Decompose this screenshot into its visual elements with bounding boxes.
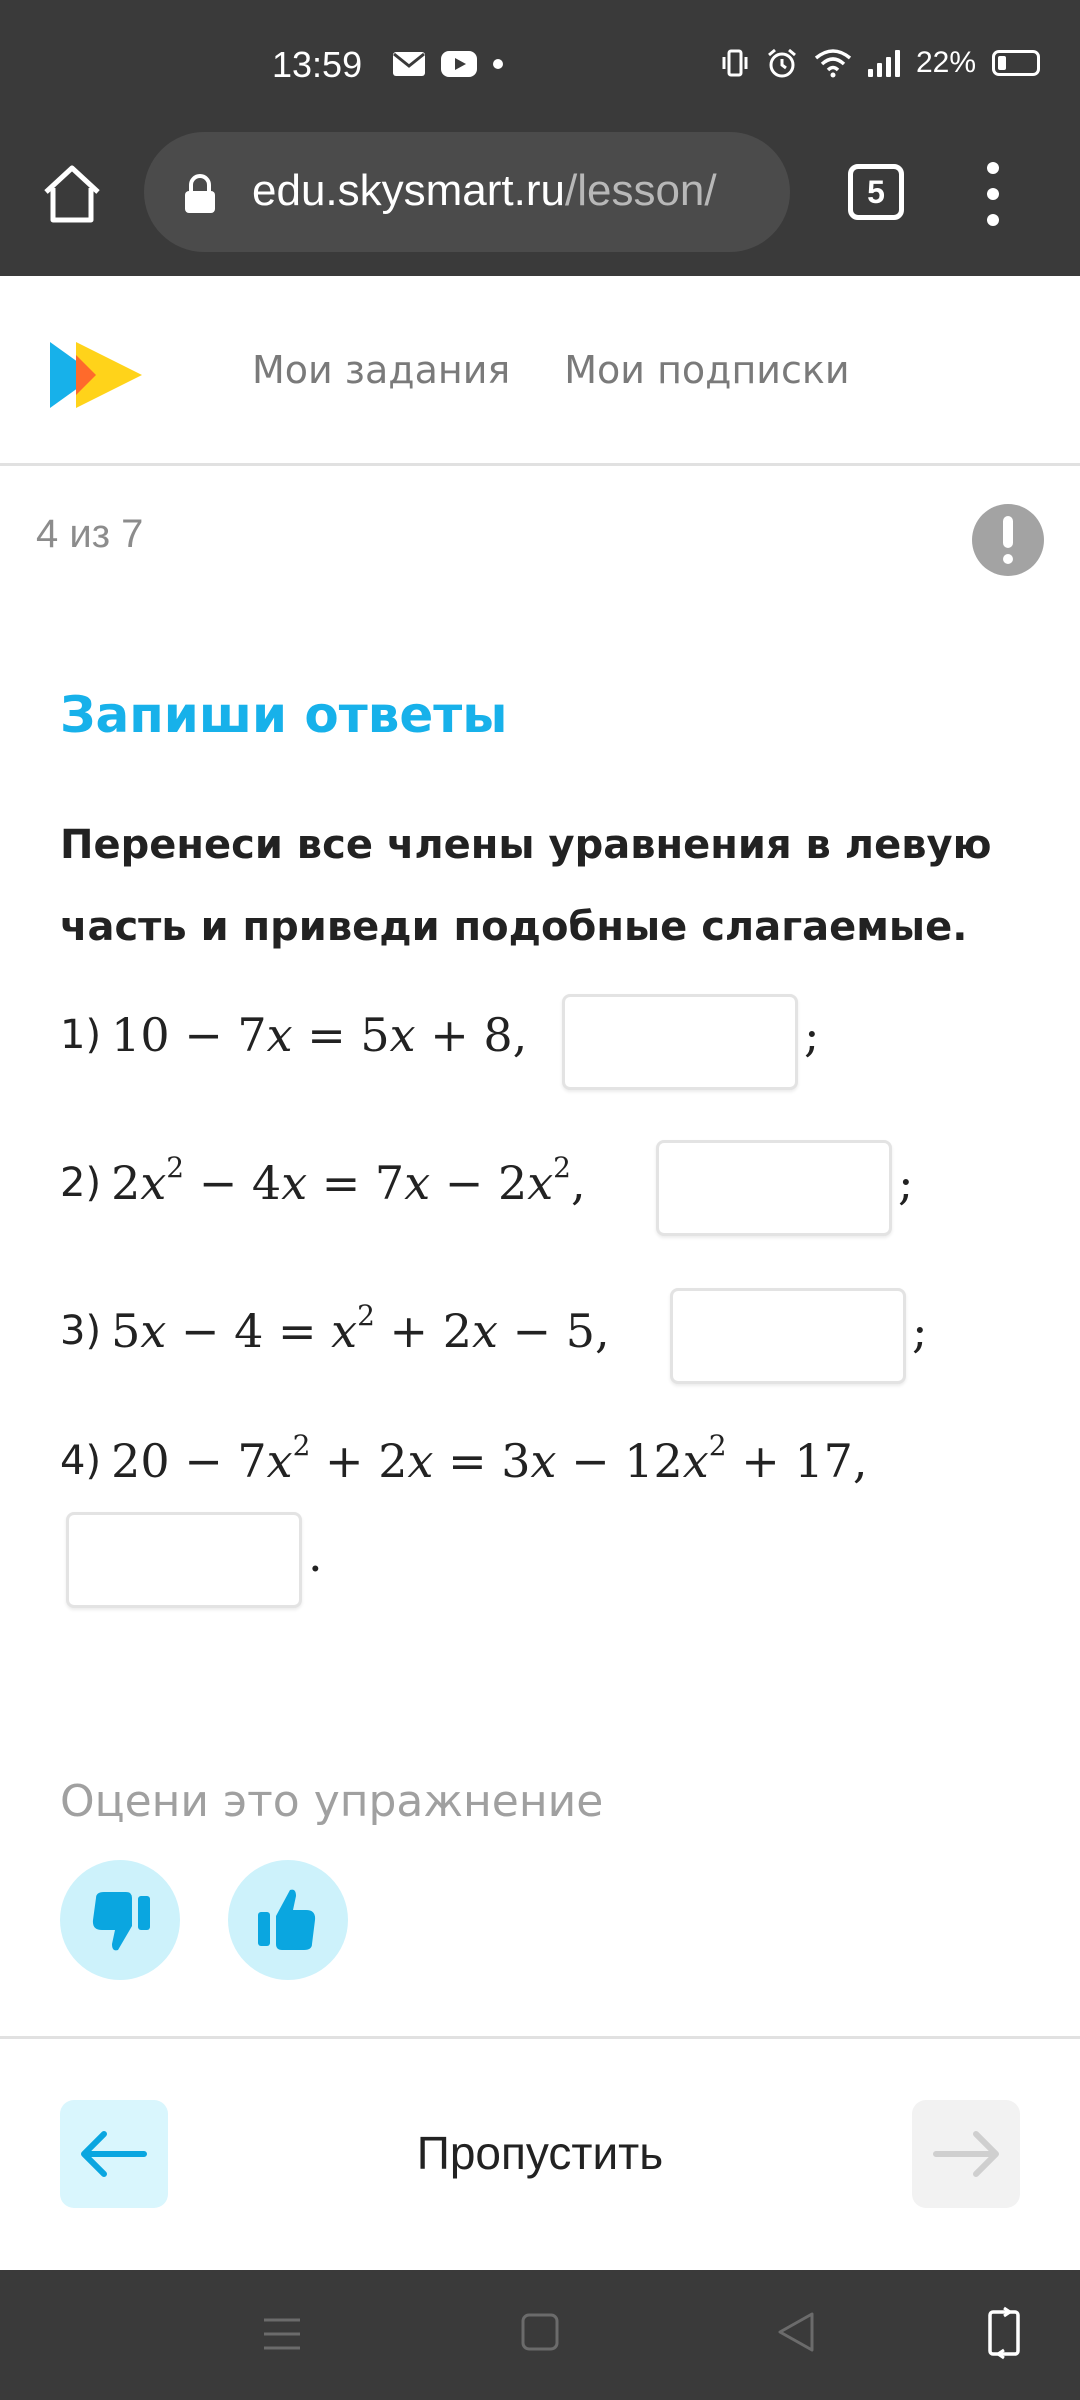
thumbs-down-icon (60, 1860, 180, 1980)
android-navigation-bar (0, 2270, 1080, 2400)
battery-percent: 22% (915, 46, 976, 79)
equation-formula: $20 - 7x^2 + 2x = 3x - 12x^2 + 17$, (111, 1429, 868, 1488)
exclamation-icon (1003, 516, 1013, 548)
equation-4-end: . (308, 1528, 323, 1582)
skip-button[interactable]: Пропустить (416, 2127, 664, 2179)
tab-switcher-button[interactable] (848, 164, 904, 220)
address-bar[interactable] (144, 132, 790, 252)
equation-2-end: ; (898, 1156, 914, 1210)
site-nav (252, 348, 850, 392)
browser-menu-icon[interactable] (978, 162, 1008, 226)
browser-toolbar (0, 112, 1080, 276)
thumbs-up-icon (228, 1860, 348, 1980)
vibrate-icon (720, 48, 750, 78)
equation-3 (60, 1299, 610, 1358)
footer-divider (0, 2036, 1080, 2039)
wifi-icon (814, 48, 852, 78)
site-header (0, 276, 1080, 466)
recent-apps-icon[interactable] (262, 2314, 302, 2354)
next-task-button[interactable] (912, 2100, 1020, 2208)
notification-icons (392, 50, 504, 78)
status-bar (0, 0, 1080, 112)
equation-number: 4) (60, 1438, 102, 1484)
battery-icon (992, 50, 1040, 76)
equation-2 (60, 1151, 586, 1210)
tab-count: 5 (867, 173, 885, 210)
equation-formula: $5x - 4 = x^2 + 2x - 5$, (111, 1299, 610, 1358)
equation-formula: $2x^2 - 4x = 7x - 2x^2$, (111, 1151, 586, 1210)
arrow-right-icon (912, 2100, 1020, 2208)
system-icons (720, 46, 1040, 80)
skysmart-logo-icon[interactable] (46, 340, 146, 410)
equation-1-end: ; (804, 1008, 820, 1062)
answer-input-3[interactable] (670, 1288, 906, 1384)
equation-number: 2) (60, 1160, 102, 1206)
equation-formula: 10 − 7x = 5x + 8, (111, 1008, 528, 1062)
url-path: /lesson/ (564, 166, 717, 215)
url-text (252, 166, 717, 216)
answer-input-1[interactable] (562, 994, 798, 1090)
back-nav-icon[interactable] (776, 2310, 816, 2354)
rate-exercise-label: Оцени это упражнение (60, 1776, 604, 1827)
nav-my-tasks[interactable]: Мои задания (252, 348, 511, 392)
rotate-screen-icon[interactable] (984, 2306, 1024, 2360)
lock-icon (182, 174, 218, 214)
nav-my-subscriptions[interactable]: Мои подписки (564, 348, 850, 392)
status-time: 13:59 (272, 44, 363, 85)
alarm-icon (766, 47, 798, 79)
equation-number: 1) (60, 1012, 102, 1058)
like-button[interactable] (228, 1860, 348, 1980)
signal-icon (868, 49, 900, 77)
answer-input-4[interactable] (66, 1512, 302, 1608)
home-nav-icon[interactable] (520, 2312, 560, 2352)
more-notifications-dot-icon (492, 58, 504, 70)
answer-input-2[interactable] (656, 1140, 892, 1236)
home-icon[interactable] (40, 162, 104, 226)
equation-4 (60, 1429, 868, 1488)
mail-icon (392, 51, 426, 77)
task-title: Запиши ответы (60, 686, 508, 744)
dislike-button[interactable] (60, 1860, 180, 1980)
task-progress: 4 из 7 (36, 512, 144, 556)
youtube-icon (440, 50, 478, 78)
task-instruction: Перенеси все члены уравнения в левую часть и приведи подобные слагаемые. (60, 822, 992, 950)
equation-3-end: ; (912, 1304, 928, 1358)
url-domain: edu.skysmart.ru (252, 166, 565, 215)
equation-number: 3) (60, 1308, 102, 1354)
report-issue-button[interactable] (972, 504, 1044, 576)
equation-1 (60, 1008, 527, 1062)
